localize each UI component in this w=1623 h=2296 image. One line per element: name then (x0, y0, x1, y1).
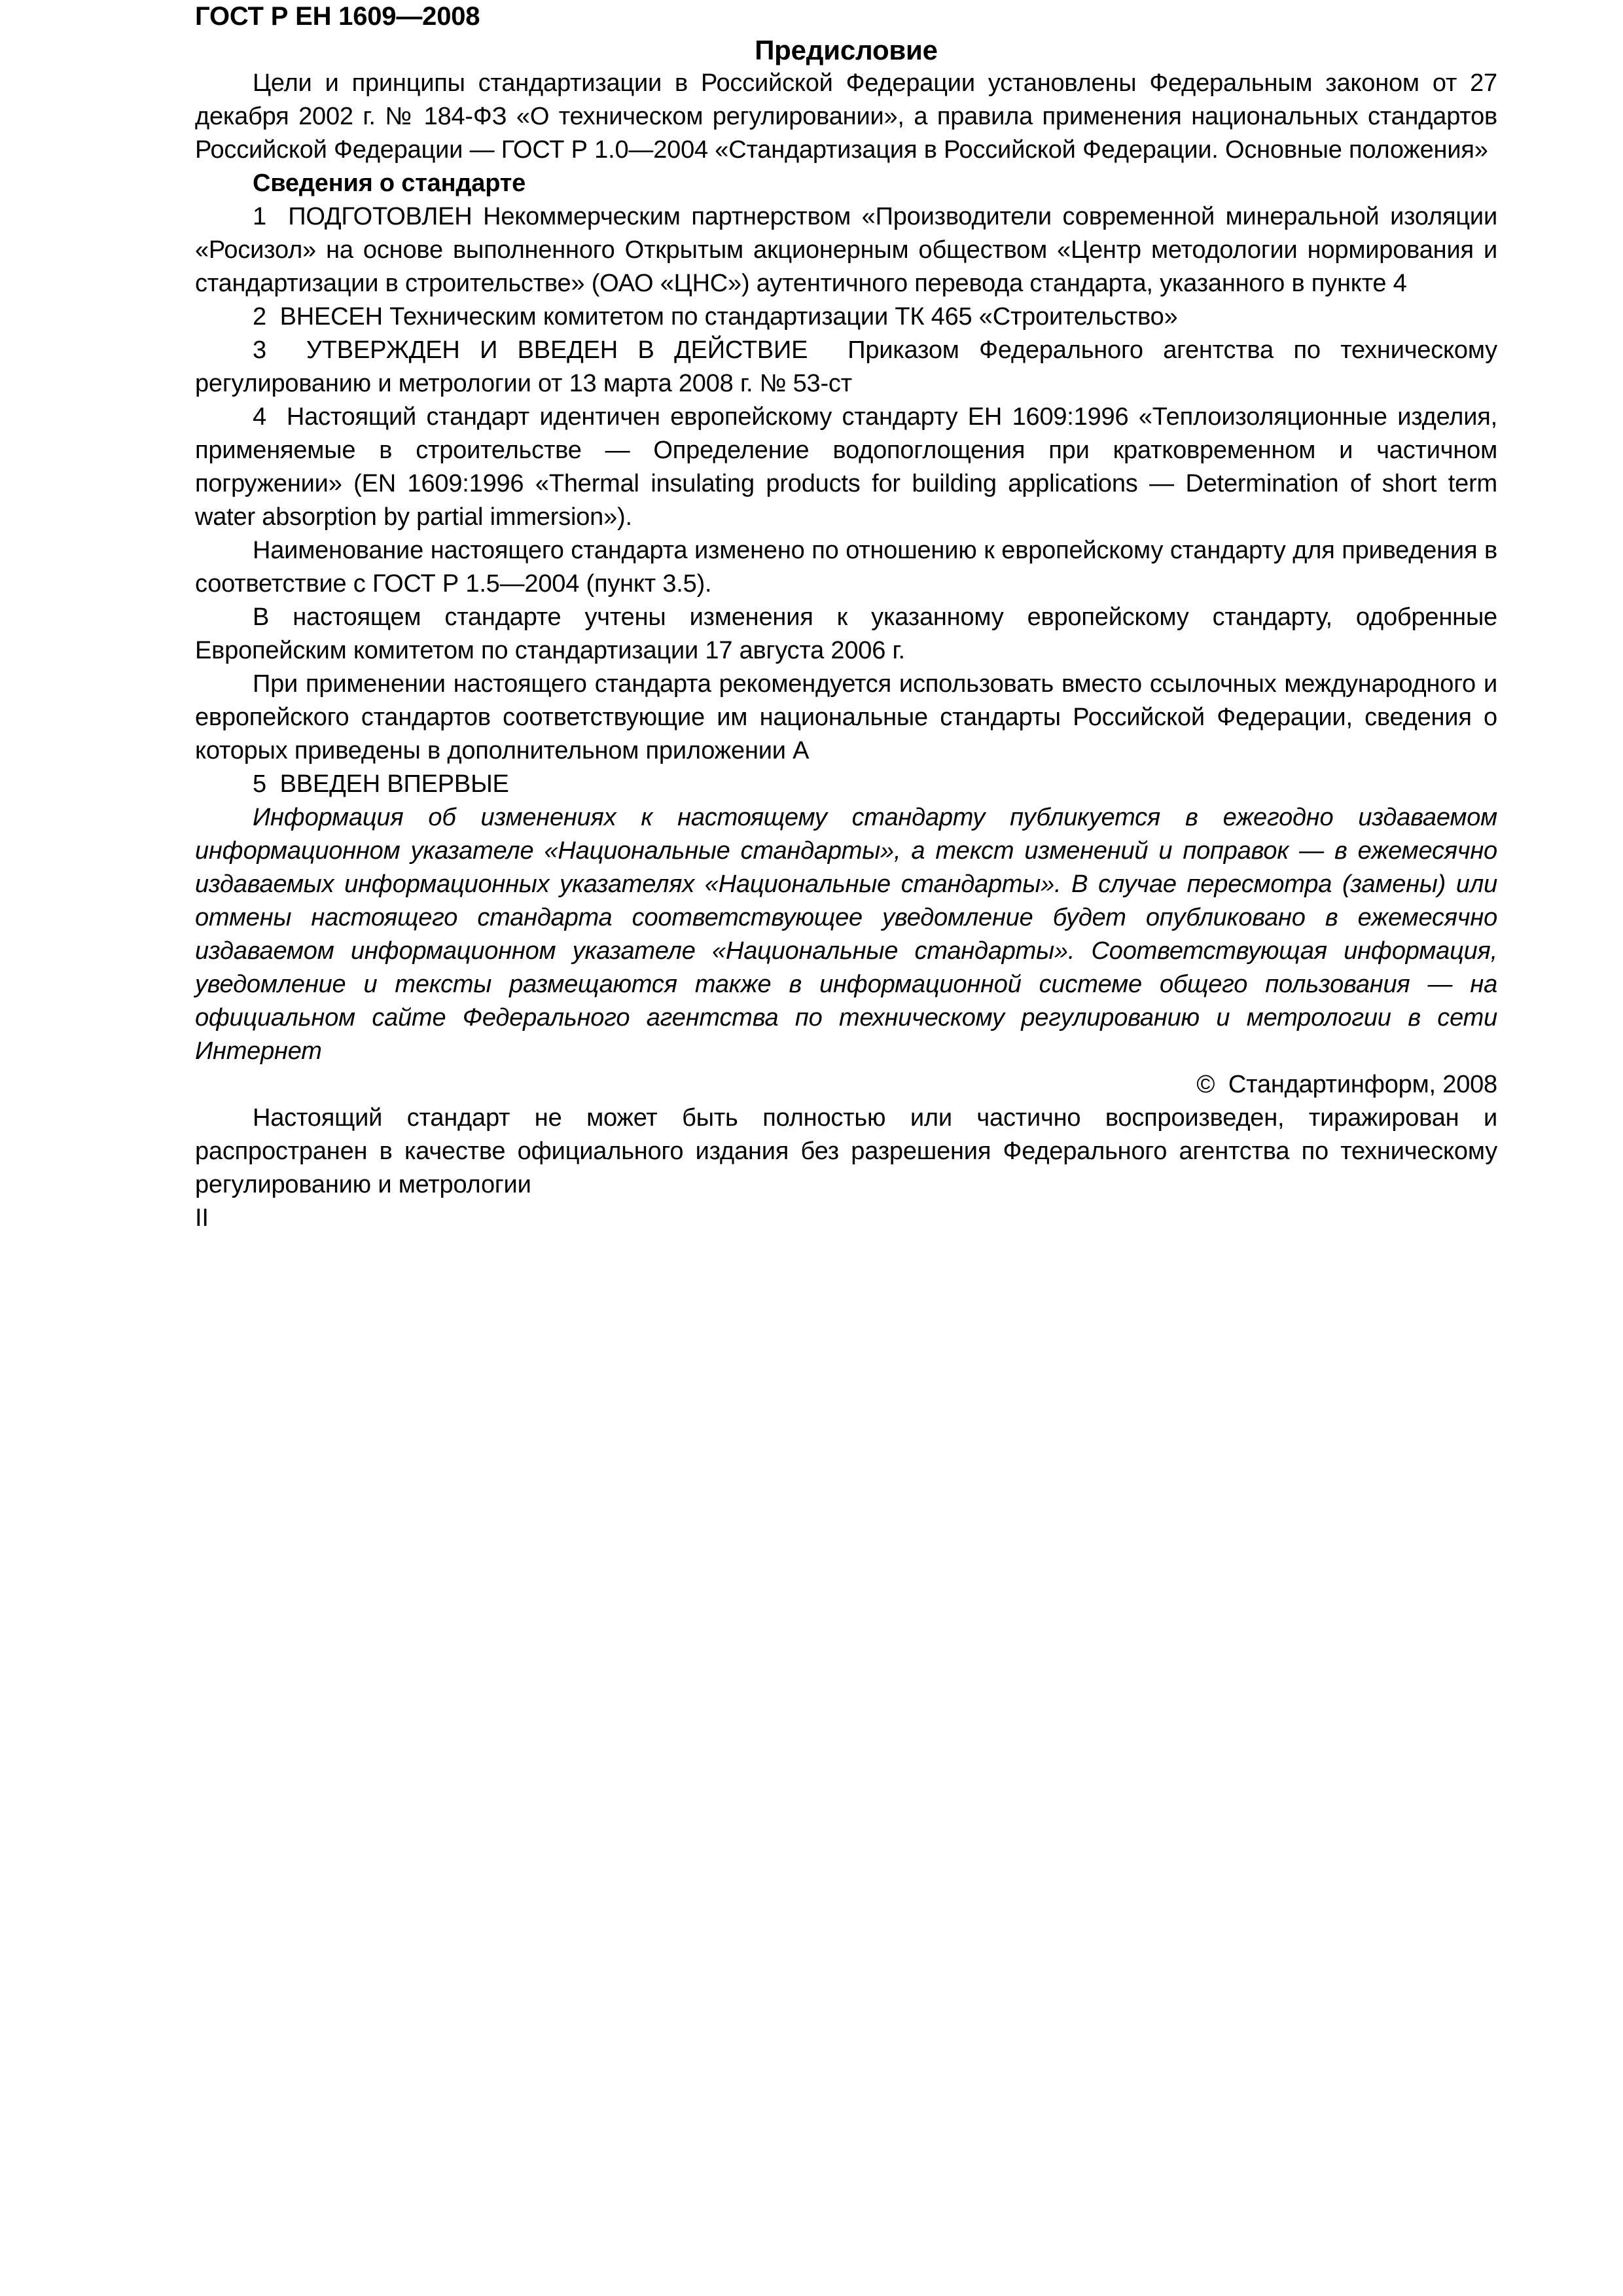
info-notice: Информация об изменениях к настоящему стандарту публикуется в ежегодно издаваемом информационном указателе «Национальные стандарты», а текст изменений и поправок — в ежемесячно издаваемых информационных указателях «Национальные стандарты». В случае пересмотра (замены) или отмены настоящего стандарта соответствующее уведомление будет опубликовано в ежемесячно издаваемом информационном указателе «Национальные стандарты». Соответствующая информация, уведомление и тексты размещаются также в информационной системе общего пользования — на официальном сайте Федерального агентства по техническому регулированию и метрологии в сети Интернет (195, 804, 1497, 1065)
copyright-line: © Стандартинформ, 2008 (1196, 1071, 1497, 1098)
item4-note-1: Наименование настоящего стандарта изменено по отношению к европейскому стандарту для приведения в соответствие с ГОСТ Р 1.5—2004 (пункт 3.5). (195, 537, 1497, 598)
foreword-item-3: 3 УТВЕРЖДЕН И ВВЕДЕН В ДЕЙСТВИЕ Приказом Федерального агентства по техническому регулированию и метрологии от 13 марта 2008 г. № 53-ст (195, 336, 1497, 397)
page-title: Предисловие (755, 35, 938, 65)
foreword-item-4: 4 Настоящий стандарт идентичен европейскому стандарту ЕН 1609:1996 «Теплоизоляционные изделия, применяемые в строительстве — Определение водопоглощения при кратковременном и частичном погружении» (EN 1609:1996 «Thermal insulating products for building applications — Determination of short term water absorption by partial immersion»). (195, 403, 1497, 531)
doc-number: ГОСТ Р ЕН 1609—2008 (195, 2, 480, 31)
foreword-item-2: 2 ВНЕСЕН Техническим комитетом по стандартизации ТК 465 «Строительство» (253, 303, 1178, 331)
item4-note-2: В настоящем стандарте учтены изменения к указанному европейскому стандарту, одобренные Европейским комитетом по стандартизации 17 августа 2006 г. (195, 603, 1497, 664)
foreword-item-1: 1 ПОДГОТОВЛЕН Некоммерческим партнерством «Производители современной минеральной изоляции «Росизол» на основе выполненного Открытым акционерным обществом «Центр методологии нормирования и стандартизации в строительстве» (ОАО «ЦНС») аутентичного перевода стандарта, указанного в пункте 4 (195, 203, 1497, 297)
reproduction-notice: Настоящий стандарт не может быть полностью или частично воспроизведен, тиражирован и распространен в качестве официального издания без разрешения Федерального агентства по техническому регулированию и метрологии (195, 1104, 1497, 1198)
foreword-item-5: 5 ВВЕДЕН ВПЕРВЫЕ (253, 770, 509, 798)
item4-note-3: При применении настоящего стандарта рекомендуется использовать вместо ссылочных международного и европейского стандартов соответствующие им национальные стандарты Российской Федерации, сведения о которых приведены в дополнительном приложении А (195, 670, 1497, 764)
section-heading: Сведения о стандарте (253, 170, 526, 197)
intro-paragraph: Цели и принципы стандартизации в Российской Федерации установлены Федеральным законом от 27 декабря 2002 г. № 184-ФЗ «О техническом регулировании», а правила применения национальных стандартов Российской Федерации — ГОСТ Р 1.0—2004 «Стандартизация в Российской Федерации. Основные положения» (195, 69, 1497, 164)
page-number: II (195, 1204, 209, 1232)
